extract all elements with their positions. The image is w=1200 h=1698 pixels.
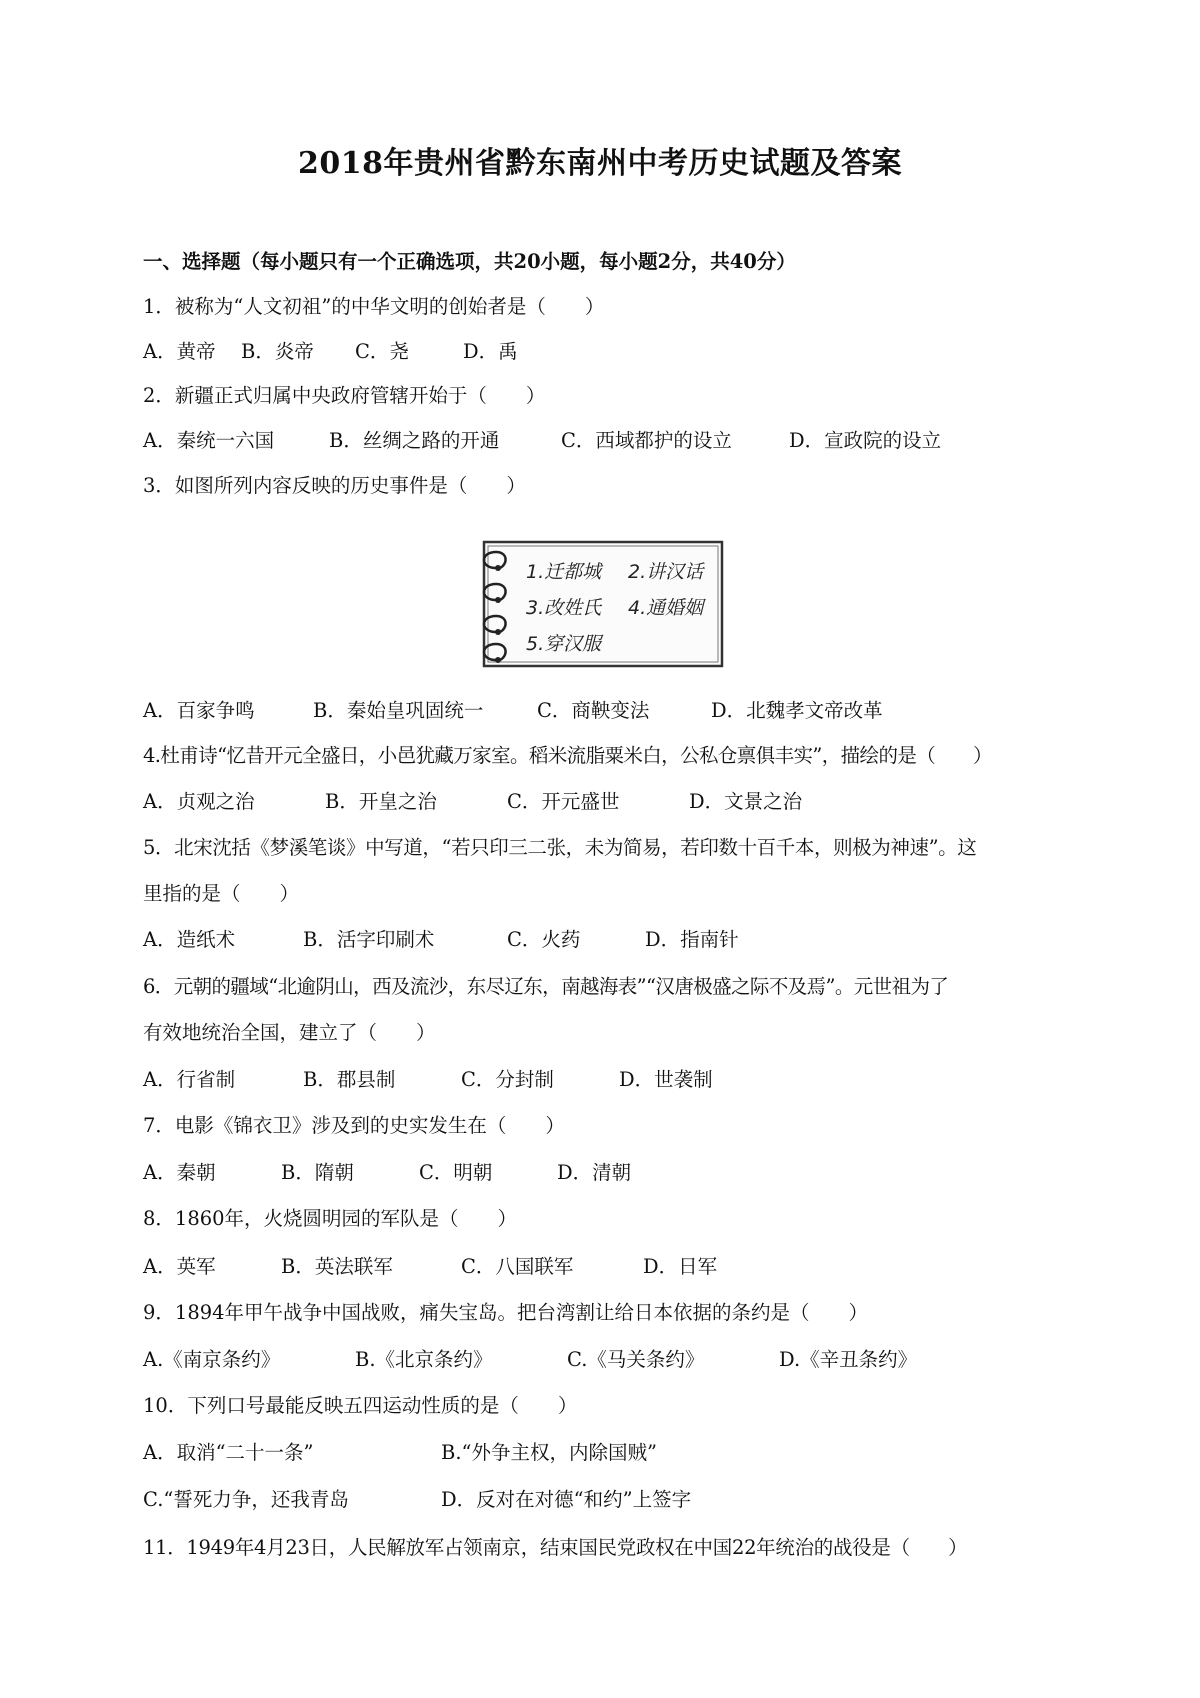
option-c: C．尧 [355, 340, 409, 363]
question-stem: 10．下列口号最能反映五四运动性质的是（ ） [143, 1394, 578, 1417]
option-a: A．取消“二十一条” [143, 1441, 314, 1464]
question-stem: 6．元朝的疆域“北逾阴山，西及流沙，东尽辽东，南越海表”“汉唐极盛之际不及焉”。元世祖为了 [143, 975, 949, 998]
option-d: D．指南针 [645, 928, 739, 951]
question-stem-continued: 有效地统治全国，建立了（ ） [143, 1021, 436, 1044]
option-d: D．北魏孝文帝改革 [711, 699, 883, 722]
question-stem: 11．1949年4月23日，人民解放军占领南京，结束国民党政权在中国22年统治的战役是（ ） [143, 1536, 968, 1559]
figure-item: 4.通婚姻 [628, 597, 704, 619]
question-stem: 2．新疆正式归属中央政府管辖开始于（ ） [143, 384, 546, 407]
question-stem: 5．北宋沈括《梦溪笔谈》中写道，“若只印三二张，未为简易，若印数十百千本，则极为神速”。这 [143, 836, 977, 859]
option-d: D．世袭制 [619, 1068, 713, 1091]
option-b: B．英法联军 [281, 1255, 393, 1278]
option-b: B．活字印刷术 [303, 928, 435, 951]
option-d: D.《辛丑条约》 [779, 1348, 918, 1371]
question-stem: 7．电影《锦衣卫》涉及到的史实发生在（ ） [143, 1114, 565, 1137]
option-c: C.《马关条约》 [567, 1348, 705, 1371]
option-b: B.“外争主权，内除国贼” [441, 1441, 657, 1464]
option-d: D．日军 [643, 1255, 718, 1278]
option-a: A．造纸术 [143, 928, 236, 951]
option-a: A.《南京条约》 [143, 1348, 281, 1371]
option-d: D．文景之治 [689, 790, 803, 813]
option-a: A．秦统一六国 [143, 429, 275, 452]
option-a: A．行省制 [143, 1068, 236, 1091]
figure-item: 2.讲汉话 [628, 561, 704, 583]
question-stem: 3．如图所列内容反映的历史事件是（ ） [143, 474, 526, 497]
question-stem: 1．被称为“人文初祖”的中华文明的创始者是（ ） [143, 295, 605, 318]
notebook-illustration [478, 538, 728, 670]
option-d: D．反对在对德“和约”上签字 [441, 1488, 692, 1511]
question-stem-continued: 里指的是（ ） [143, 882, 300, 905]
option-d: D．禹 [463, 340, 518, 363]
figure-item: 5.穿汉服 [526, 633, 602, 655]
option-a: A．英军 [143, 1255, 216, 1278]
option-a: A．黄帝 [143, 340, 216, 363]
question-stem: 4.杜甫诗“忆昔开元全盛日，小邑犹藏万家室。稻米流脂粟米白，公私仓禀俱丰实”，描绘的是（ ） [143, 744, 992, 767]
figure-item: 1.迁都城 [526, 561, 602, 583]
option-c: C．西域都护的设立 [561, 429, 732, 452]
option-b: B．郡县制 [303, 1068, 396, 1091]
option-c: C．八国联军 [461, 1255, 574, 1278]
option-b: B．秦始皇巩固统一 [313, 699, 484, 722]
option-d: D．宣政院的设立 [789, 429, 942, 452]
option-b: B．丝绸之路的开通 [329, 429, 500, 452]
option-b: B．开皇之治 [325, 790, 437, 813]
option-c: C．分封制 [461, 1068, 554, 1091]
option-b: B．炎帝 [241, 340, 314, 363]
option-a: A．百家争鸣 [143, 699, 255, 722]
question-stem: 8．1860年，火烧圆明园的军队是（ ） [143, 1207, 518, 1230]
option-a: A．贞观之治 [143, 790, 255, 813]
page-title: 2018年贵州省黔东南州中考历史试题及答案 [298, 146, 902, 181]
section-heading: 一、选择题（每小题只有一个正确选项，共20小题，每小题2分，共40分） [143, 250, 796, 273]
option-c: C．明朝 [419, 1161, 493, 1184]
option-c: C.“誓死力争，还我青岛 [143, 1488, 349, 1511]
reform-notebook-figure [478, 538, 728, 670]
option-b: B.《北京条约》 [355, 1348, 493, 1371]
option-c: C．商鞅变法 [537, 699, 650, 722]
figure-item: 3.改姓氏 [526, 597, 602, 619]
option-c: C．开元盛世 [507, 790, 620, 813]
option-d: D．清朝 [557, 1161, 632, 1184]
question-stem: 9．1894年甲午战争中国战败，痛失宝岛。把台湾割让给日本依据的条约是（ ） [143, 1301, 869, 1324]
option-a: A．秦朝 [143, 1161, 216, 1184]
option-c: C．火药 [507, 928, 581, 951]
option-b: B．隋朝 [281, 1161, 354, 1184]
